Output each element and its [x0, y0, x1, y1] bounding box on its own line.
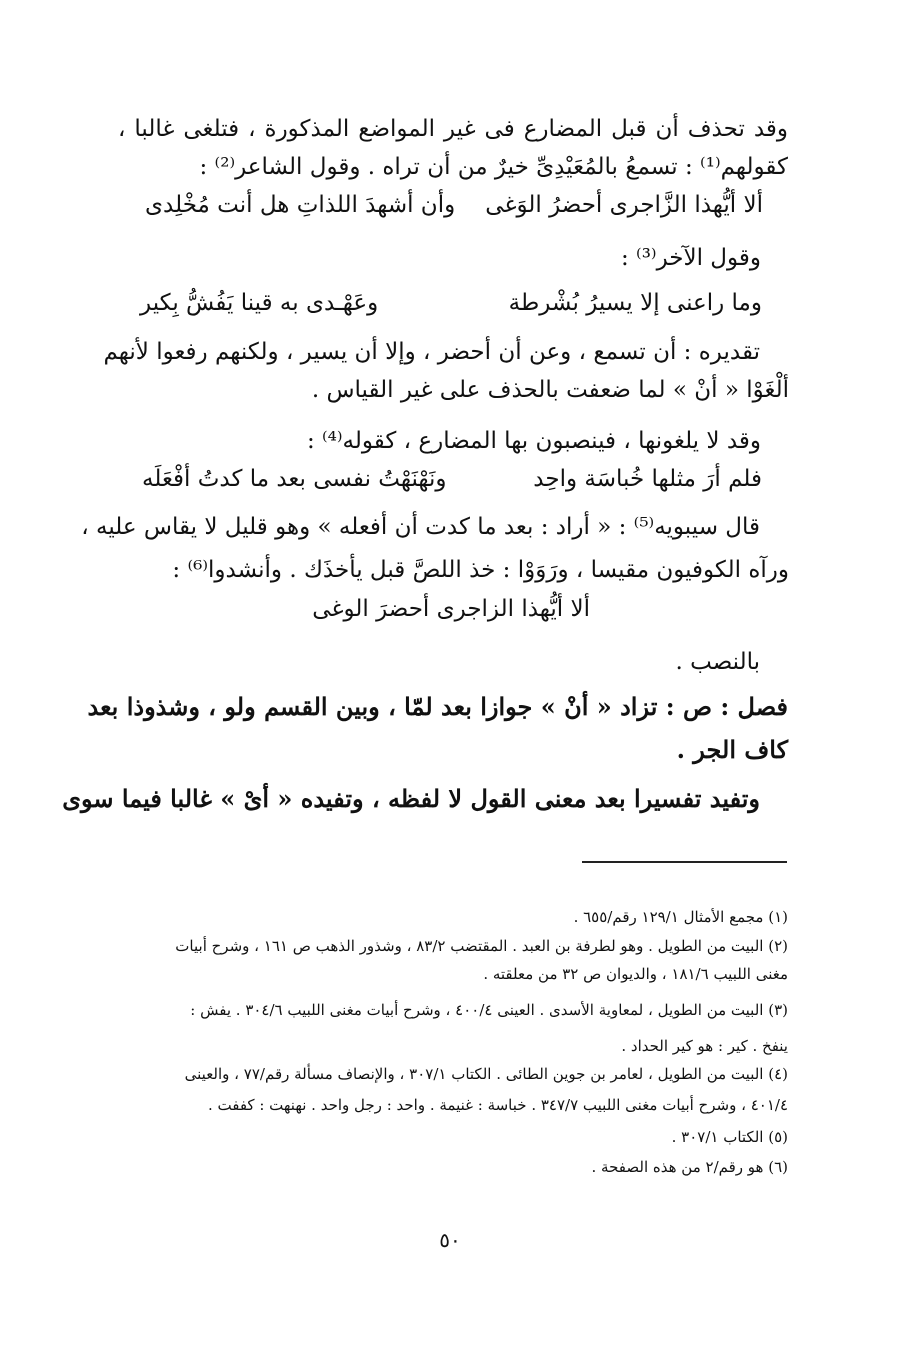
paragraph-line: ورآه الكوفيون مقيسا ، ورَوَوْا : خذ اللصَّ قبل يأخذَك . وأنشدوا⁽⁶⁾ : — [172, 557, 789, 583]
paragraph-line: وقد لا يلغونها ، فينصبون بها المضارع ، كقوله⁽⁴⁾ : — [306, 428, 761, 454]
footnote-divider — [582, 861, 787, 863]
footnote: (٦) هو رقم/٢ من هذه الصفحة . — [591, 1158, 788, 1176]
verse-second-hemistich: وعَهْـدى به قينا يَفُشُّ بِكير — [140, 290, 379, 316]
verse-line — [142, 462, 762, 496]
page-number: ٥٠ — [439, 1228, 461, 1252]
verse-first-hemistich: ألا أيُّهذا الزَّاجرى أحضرُ الوَغى — [485, 192, 763, 218]
footnote: (١) مجمع الأمثال ١٢٩/١ رقم/٦٥٥ . — [573, 908, 788, 926]
section-heading-line: فصل : ص : تزاد « أنْ » جوازا بعد لمّا ، وبين القسم ولو ، وشذوذا بعد — [87, 692, 788, 721]
footnote: مغنى اللبيب ١٨١/٦ ، والديوان ص ٣٢ من معلقته . — [483, 965, 788, 983]
footnote: (٣) البيت من الطويل ، لمعاوية الأسدى . العينى ٤٠٠/٤ ، وشرح أبيات مغنى اللبيب ٣٠٤/٦ . يفش : — [190, 1001, 788, 1019]
paragraph-line: كقولهم⁽¹⁾ : تسمعُ بالمُعَيْدِىِّ خيرٌ من أن تراه . وقول الشاعر⁽²⁾ : — [199, 154, 788, 180]
footnote: ٤٠١/٤ ، وشرح أبيات مغنى اللبيب ٣٤٧/٧ . خباسة : غنيمة . واحد : رجل واحد . نهنهت : كففت . — [207, 1096, 788, 1114]
footnote: (٤) البيت من الطويل ، لعامر بن جوين الطائى . الكتاب ٣٠٧/١ ، والإنصاف مسألة رقم/٧٧ ، والعينى — [184, 1065, 788, 1083]
verse-first-hemistich: فلم أرَ مثلها خُباسَة واحِد — [533, 466, 762, 492]
verse-line-centered: ألا أيُّهذا الزاجرى أحضرَ الوغى — [312, 596, 590, 622]
section-text-line: وتفيد تفسيرا بعد معنى القول لا لفظه ، وتفيده « أىْ » غالبا فيما سوى — [62, 784, 760, 813]
paragraph-line: بالنصب . — [675, 649, 760, 675]
footnote: (٢) البيت من الطويل . وهو لطرفة بن العبد . المقتضب ٨٣/٢ ، وشذور الذهب ص ١٦١ ، وشرح أبيات — [175, 937, 788, 955]
footnote: (٥) الكتاب ٣٠٧/١ . — [671, 1128, 788, 1146]
paragraph-line: وقد تحذف أن قبل المضارع فى غير المواضع المذكورة ، فتلغى غالبا ، — [118, 116, 788, 142]
paragraph-line: وقول الآخر⁽³⁾ : — [620, 245, 761, 271]
verse-line — [140, 286, 762, 320]
paragraph-line: تقديره : أن تسمع ، وعن أن أحضر ، وإلا أن يسير ، ولكنهم رفعوا لأنهم — [103, 339, 760, 365]
verse-line — [145, 188, 763, 222]
section-heading-line: كاف الجر . — [676, 735, 788, 764]
verse-second-hemistich: ونَهْنَهْتُ نفسى بعد ما كدتُ أفْعَلَه — [142, 466, 447, 492]
paragraph-line: قال سيبويه⁽⁵⁾ : « أراد : بعد ما كدت أن أفعله » وهو قليل لا يقاس عليه ، — [81, 514, 760, 540]
verse-first-hemistich: وما راعنى إلا يسيرُ بُشْرطة — [508, 290, 762, 316]
paragraph-line: ألْغَوْا « أنْ » لما ضعفت بالحذف على غير القياس . — [311, 377, 789, 403]
footnote: ينفخ . كير : هو كير الحداد . — [621, 1037, 788, 1055]
verse-second-hemistich: وأن أشهدَ اللذاتِ هل أنت مُخْلِدى — [145, 192, 456, 218]
